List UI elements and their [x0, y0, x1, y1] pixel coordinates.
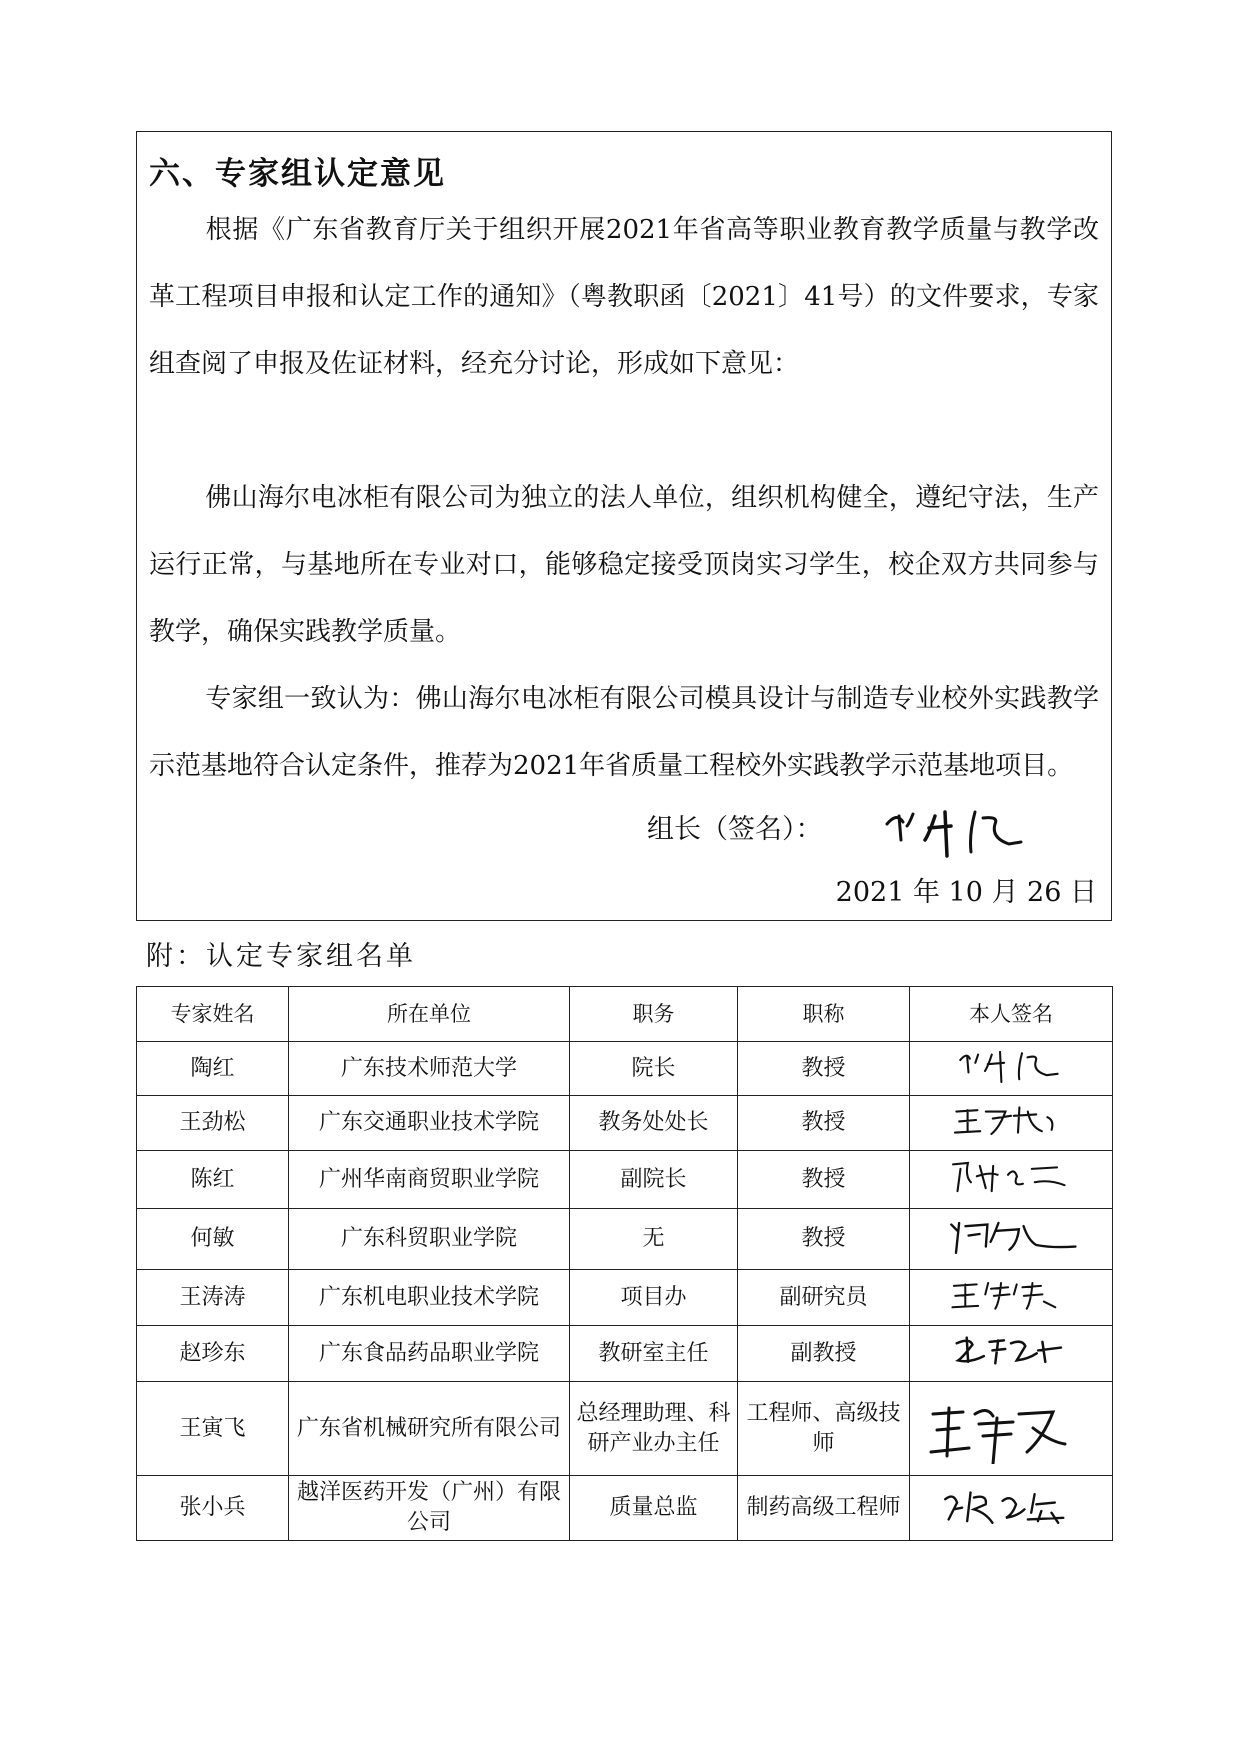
- expert-handwritten-signature: [923, 1479, 1099, 1538]
- expert-handwritten-signature: [923, 1212, 1099, 1267]
- opinion-paragraph-2: [149, 465, 1099, 666]
- cell-signature: [910, 1096, 1113, 1151]
- cell-position: 副院长: [570, 1151, 738, 1209]
- appendix-title: 附：认定专家组名单: [146, 941, 416, 972]
- cell-unit: 越洋医药开发（广州）有限公司: [289, 1476, 570, 1541]
- expert-opinion-box: [136, 131, 1112, 921]
- cell-title: 副教授: [738, 1326, 910, 1382]
- table-row: [137, 1151, 1113, 1209]
- expert-handwritten-signature: [923, 1329, 1099, 1379]
- cell-expert-name: 王涛涛: [137, 1270, 289, 1326]
- cell-position: 质量总监: [570, 1476, 738, 1541]
- expert-handwritten-signature: [923, 1273, 1099, 1323]
- cell-position: 教研室主任: [570, 1326, 738, 1382]
- cell-expert-name: 陈红: [137, 1151, 289, 1209]
- expert-handwritten-signature: [923, 1099, 1099, 1148]
- cell-position: 教务处处长: [570, 1096, 738, 1151]
- cell-title: 教授: [738, 1042, 910, 1096]
- header-title: 职称: [738, 987, 910, 1042]
- cell-position: 项目办: [570, 1270, 738, 1326]
- cell-title: 副研究员: [738, 1270, 910, 1326]
- header-expert-name: 专家姓名: [137, 987, 289, 1042]
- expert-list-table: [136, 986, 1113, 1541]
- cell-unit: 广东技术师范大学: [289, 1042, 570, 1096]
- opinion-paragraph-1: [149, 197, 1099, 398]
- table-row: [137, 1270, 1113, 1326]
- cell-unit: 广东省机械研究所有限公司: [289, 1382, 570, 1476]
- leader-handwritten-signature: [879, 794, 1029, 864]
- cell-expert-name: 赵珍东: [137, 1326, 289, 1382]
- cell-signature: [910, 1151, 1113, 1209]
- cell-unit: 广东交通职业技术学院: [289, 1096, 570, 1151]
- cell-title: 教授: [738, 1151, 910, 1209]
- table-body: [137, 1042, 1113, 1541]
- section-heading: 六、专家组认定意见: [149, 156, 446, 192]
- cell-position: 无: [570, 1209, 738, 1270]
- leader-signature-label: 组长（签名）：: [647, 814, 823, 845]
- opinion-paragraph-1-text: 根据《广东省教育厅关于组织开展2021年省高等职业教育教学质量与教学改革工程项目申报和认定工作的通知》（粤教职函〔2021〕41号）的文件要求，专家组查阅了申报及佐证材料，经充分讨论，形成如下意见：: [149, 215, 1099, 379]
- expert-handwritten-signature: [923, 1045, 1099, 1093]
- opinion-paragraph-3-text: 专家组一致认为：佛山海尔电冰柜有限公司模具设计与制造专业校外实践教学示范基地符合认定条件，推荐为2021年省质量工程校外实践教学示范基地项目。: [149, 684, 1099, 781]
- cell-expert-name: 王劲松: [137, 1096, 289, 1151]
- cell-unit: 广州华南商贸职业学院: [289, 1151, 570, 1209]
- table-row: [137, 1382, 1113, 1476]
- cell-unit: 广东机电职业技术学院: [289, 1270, 570, 1326]
- cell-signature: [910, 1270, 1113, 1326]
- cell-title: 教授: [738, 1209, 910, 1270]
- cell-unit: 广东科贸职业学院: [289, 1209, 570, 1270]
- cell-expert-name: 王寅飞: [137, 1382, 289, 1476]
- table-row: [137, 1209, 1113, 1270]
- cell-expert-name: 何敏: [137, 1209, 289, 1270]
- header-unit: 所在单位: [289, 987, 570, 1042]
- expert-handwritten-signature: [923, 1154, 1099, 1206]
- opinion-paragraph-2-text: 佛山海尔电冰柜有限公司为独立的法人单位，组织机构健全，遵纪守法，生产运行正常，与基地所在专业对口，能够稳定接受顶岗实习学生，校企双方共同参与教学，确保实践教学质量。: [149, 483, 1099, 647]
- cell-title: 教授: [738, 1096, 910, 1151]
- opinion-paragraph-3: [149, 666, 1099, 800]
- cell-signature: [910, 1476, 1113, 1541]
- header-position: 职务: [570, 987, 738, 1042]
- cell-position: 总经理助理、科研产业办主任: [570, 1382, 738, 1476]
- table-header-row: [137, 987, 1113, 1042]
- cell-position: 院长: [570, 1042, 738, 1096]
- cell-signature: [910, 1042, 1113, 1096]
- cell-expert-name: 张小兵: [137, 1476, 289, 1541]
- table-row: [137, 1096, 1113, 1151]
- table-row: [137, 1042, 1113, 1096]
- header-signature: 本人签名: [910, 987, 1113, 1042]
- cell-title: 制药高级工程师: [738, 1476, 910, 1541]
- cell-expert-name: 陶红: [137, 1042, 289, 1096]
- cell-signature: [910, 1209, 1113, 1270]
- cell-signature: [910, 1382, 1113, 1476]
- cell-signature: [910, 1326, 1113, 1382]
- cell-unit: 广东食品药品职业学院: [289, 1326, 570, 1382]
- table-row: [137, 1326, 1113, 1382]
- cell-title: 工程师、高级技师: [738, 1382, 910, 1476]
- signing-date: 2021 年 10 月 26 日: [835, 877, 1097, 908]
- expert-handwritten-signature: [923, 1394, 1099, 1464]
- table-row: [137, 1476, 1113, 1541]
